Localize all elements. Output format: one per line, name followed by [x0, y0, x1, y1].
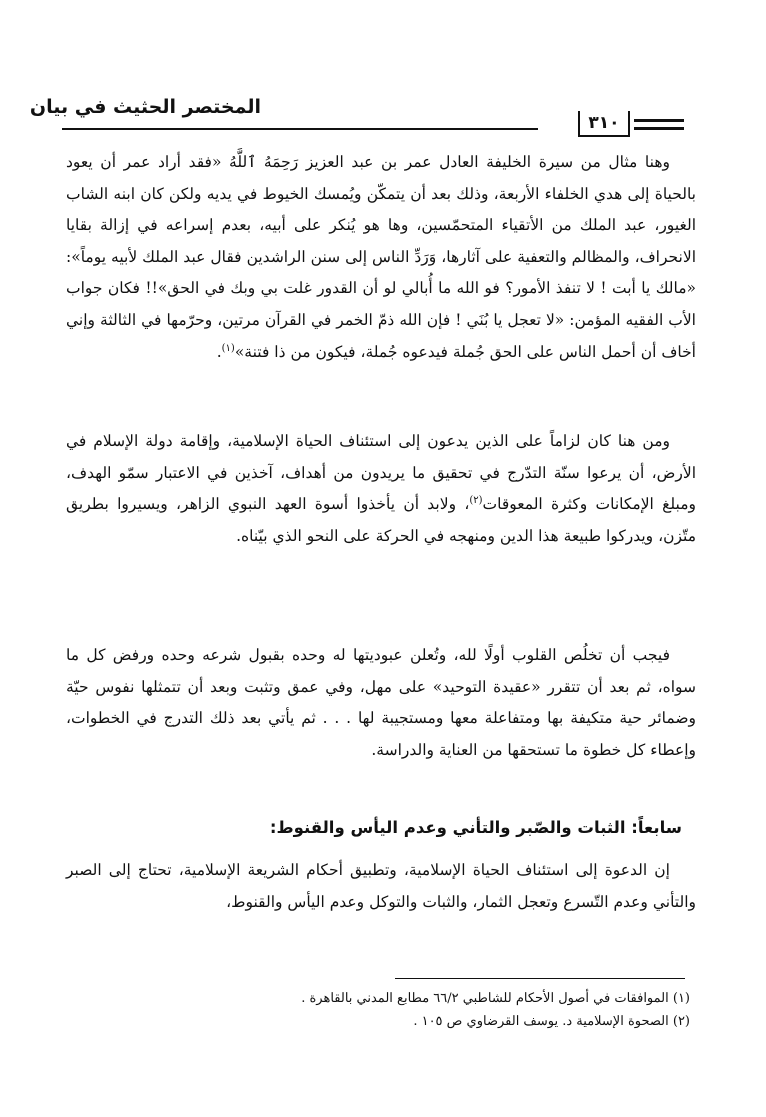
- paragraph-text: إن الدعوة إلى استئناف الحياة الإسلامية، وتطبيق أحكام الشريعة الإسلامية، تحتاج إلى الصبر والتأني وعدم التّسرع وتعجل الثمار، والثبات والتوكل وعدم اليأس والقنوط،: [66, 861, 696, 911]
- header-rule: [62, 128, 538, 130]
- paragraph-tail: .: [216, 342, 222, 361]
- footnote-separator: [395, 978, 685, 979]
- footnote-ref-2[interactable]: (٢): [469, 495, 483, 507]
- body-paragraph-3: [66, 640, 696, 766]
- footnote-ref-1[interactable]: (١): [221, 342, 235, 354]
- page-number: ٣١٠: [578, 111, 630, 137]
- body-paragraph-1: [66, 147, 696, 368]
- paragraph-text: فيجب أن تخلُص القلوب أولًا لله، وتُعلن عبوديتها له وحده بقبول شرعه وحده ورفض كل ما سواه، ثم بعد أن تتقرر «عقيدة التوحيد» على مهل، وفي عمق وتثبت وبعد أن تتمثلها نفوس حيّة وضمائر حية متكيفة بها ومتفاعلة معها ومستجيبة لها . . . ثم يأتي بعد ذلك التدرج في الخطوات، وإعطاء كل خطوة ما تستحقها من العناية والدراسة.: [66, 646, 696, 759]
- footnotes: [100, 987, 690, 1033]
- body-paragraph-2: [66, 426, 696, 552]
- body-paragraph-4: [66, 855, 696, 918]
- running-header-title: المختصر الحثيث في بيان: [29, 96, 261, 118]
- paragraph-text: وهنا مثال من سيرة الخليفة العادل عمر بن عبد العزيز رَحِمَهُ ٱللَّهُ «فقد أراد عمر أن يعود بالحياة إلى هدي الخلفاء الأربعة، وذلك بعد أن يتمكّن ويُمسك الخيوط في يديه ولكن كان ابنه الشاب الغيور، عبد الملك من الأتقياء المتحمّسين، وها هو يُنكر على أبيه، بعدم إسراعه في إزالة بقايا الانحراف، والمظالم والتعفية على آثارها، وَرَدِّ الناس إلى سنن الراشدين فقال عبد الملك لأبيه يوماً»: «مالك يا أبت ! لا تنفذ الأمور؟ فو الله ما أُبالي لو أن القدور غلت بي وبك في الحق»!! فكان جواب الأب الفقيه المؤمن: «لا تعجل يا بُنَي ! فإن الله ذمّ الخمر في القرآن مرتين، وحرّمها في الثالثة وإني أخاف أن أحمل الناس على الحق جُملة فيدعوه جُملة، فيكون من ذا فتنة»: [66, 153, 696, 361]
- footnote-2: (٢) الصحوة الإسلامية د. يوسف القرضاوي ص ١٠٥ .: [413, 1014, 690, 1029]
- paragraph-tail: ، ولابد أن يأخذوا أسوة العهد النبوي الزاهر، ويسيروا بطريق متّزن، ويدركوا طبيعة هذا الدين ومنهجه في الحركة على النحو الذي بيّناه.: [66, 495, 696, 545]
- page-number-ornament-line: [634, 127, 684, 130]
- paragraph-text: ومن هنا كان لزاماً على الذين يدعون إلى استئناف الحياة الإسلامية، وإقامة دولة الإسلام في الأرض، أن يرعوا سنّة التدّرج في تحقيق ما يريدون من أهداف، آخذين في الاعتبار سمّو الهدف، ومبلغ الإمكانات وكثرة المعوقات: [66, 432, 696, 514]
- section-heading: سابعاً: الثبات والصّبر والتأني وعدم اليأس والقنوط:: [269, 818, 682, 837]
- page-number-ornament-line: [634, 119, 684, 122]
- footnote-1: (١) الموافقات في أصول الأحكام للشاطبي ٦٦/٢ مطابع المدني بالقاهرة .: [301, 991, 690, 1006]
